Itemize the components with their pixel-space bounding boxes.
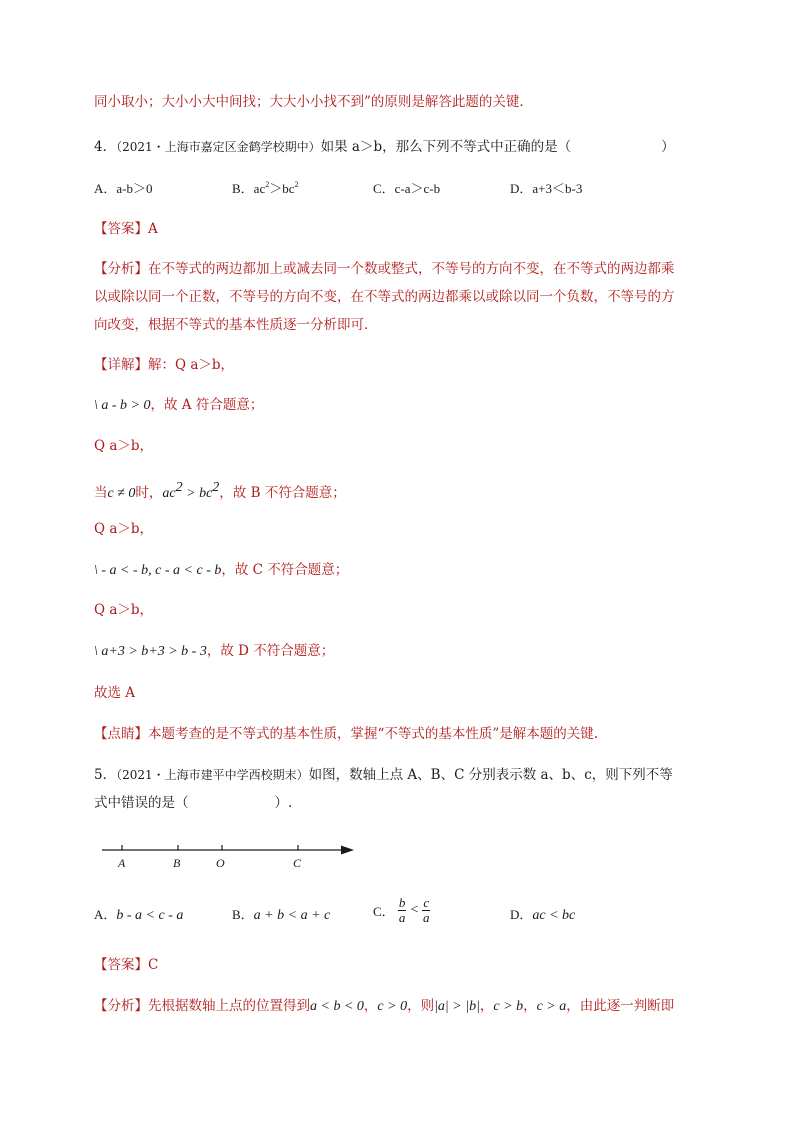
comment: 【点睛】本题考查的是不等式的基本性质，掌握“不等式的基本性质”是解本题的关键. (94, 726, 599, 742)
detail-line-6: \ - a < - b, c - a < c - b，故 C 不符合题意； (94, 562, 349, 578)
q5-answer: 【答案】C (94, 957, 159, 973)
conclusion: 故选 A (94, 685, 136, 701)
option-d: D．a+3＜b-3 (510, 181, 583, 196)
analysis-line-1: 【分析】在不等式的两边都加上或减去同一个数或整式，不等号的方向不变，在不等式的两边都乘 (94, 261, 675, 277)
detail-line-7: Q a＞b， (94, 602, 154, 618)
question-source: （2021・上海市建平中学西校期末） (116, 768, 309, 782)
detail-line-4: 当c ≠ 0时，$ac^2 > bc^2$，故 B 不符合题意； (94, 480, 346, 501)
option-a: A．a-b＞0 (94, 181, 153, 196)
q5-option-c: C． $\frac{b}{a}$ < $\frac{c}{a}$ (373, 895, 430, 925)
q5-option-a: A．b - a < c - a (94, 907, 184, 923)
option-b: B．$ac^2>bc^2$ (232, 180, 299, 196)
detail-line-2: \ a - b > 0，故 A 符合题意； (94, 397, 264, 413)
q5-analysis: 【分析】先根据数轴上点的位置得到a < b < 0，c > 0，则|a| > |b|，c > b，c > a，由此逐一判断即 (94, 998, 675, 1014)
question-number: 5． (94, 767, 117, 783)
continuation-text: 同小取小；大小小大中间找；大大小小找不到”的原则是解答此题的关键． (94, 94, 533, 110)
label-o: O (216, 856, 225, 870)
answer: 【答案】A (94, 221, 158, 237)
detail-line-8: \ a+3 > b+3 > b - 3，故 D 不符合题意； (94, 643, 335, 659)
number-line-figure (98, 838, 368, 874)
label-b: B (173, 856, 181, 870)
detail-line-1: 【详解】解：Q a＞b， (94, 357, 235, 373)
option-c: C．c-a＞c-b (373, 181, 441, 196)
analysis-line-2: 以或除以同一个正数，不等号的方向不变，在不等式的两边都乘以或除以同一个负数，不等号的方 (94, 289, 675, 305)
label-c: C (293, 856, 302, 870)
detail-line-5: Q a＞b， (94, 521, 154, 537)
question-4-stem: 4．（2021・上海市嘉定区金鹤学校期中）如果 a＞b，那么下列不等式中正确的是（ ） (94, 139, 675, 155)
question-source: （2021・上海市嘉定区金鹤学校期中） (116, 140, 321, 154)
label-a: A (118, 856, 126, 870)
arrow-head (341, 846, 354, 855)
question-5-stem-line-2: 式中错误的是（ ）. (94, 795, 293, 811)
detail-line-3: Q a＞b， (94, 438, 154, 454)
question-5-stem-line-1: 5．（2021・上海市建平中学西校期末）如图，数轴上点 A、B、C 分别表示数 a、b、c，则下列不等 (94, 767, 673, 783)
analysis-line-3: 向改变，根据不等式的基本性质逐一分析即可． (94, 317, 378, 333)
q5-option-b: B．a + b < a + c (232, 907, 331, 923)
question-number: 4． (94, 139, 117, 155)
q5-option-d: D．ac < bc (510, 907, 576, 923)
